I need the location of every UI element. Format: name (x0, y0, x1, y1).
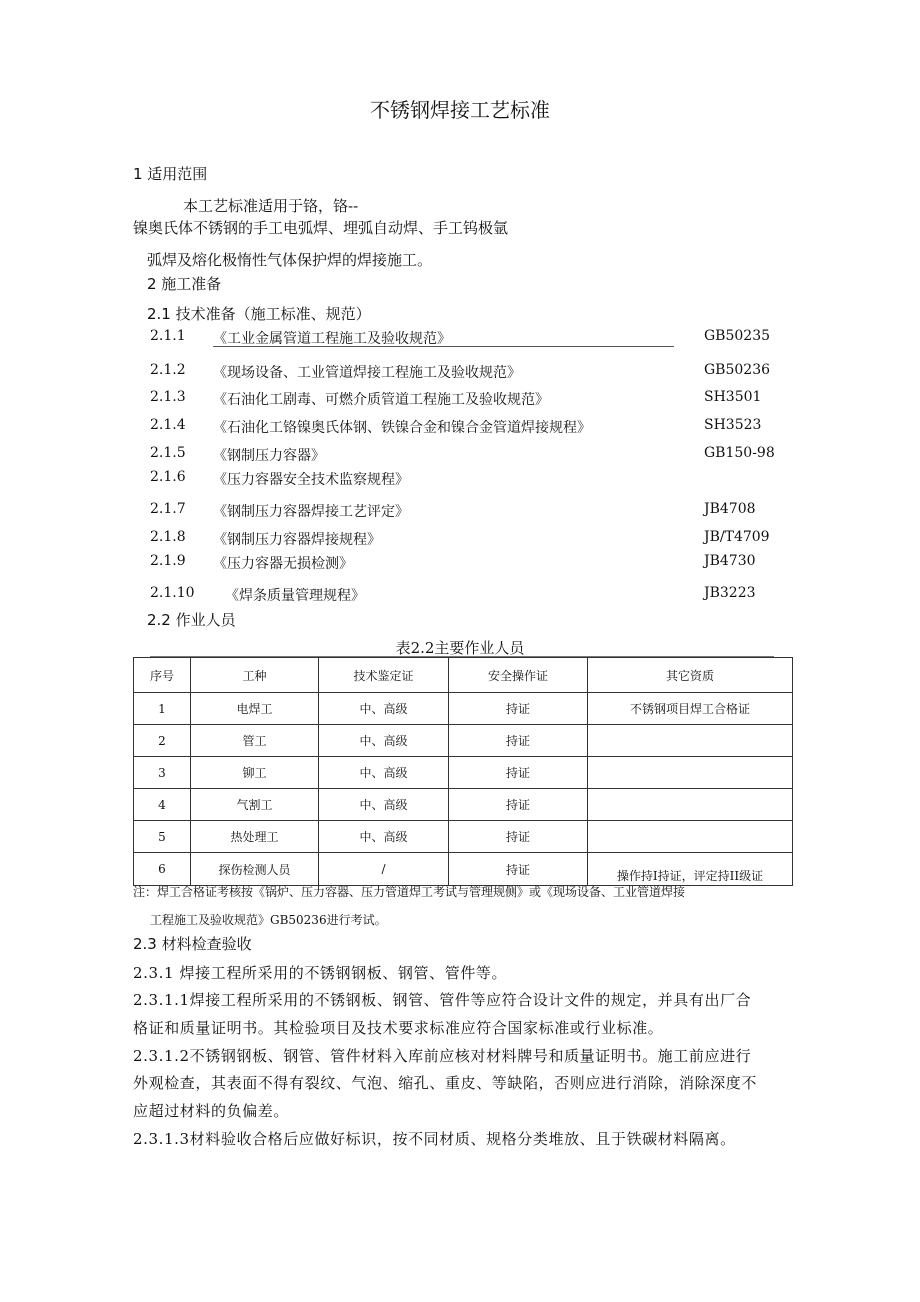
staff-table (133, 657, 793, 886)
table-note-line-1: 注：焊工合格证考核按《锅炉、压力容器、压力管道焊工考试与管理规侧》或《现场设备、工业管道焊接 (133, 885, 686, 899)
standard-name: 《石油化工铬镍奥氏体钢、铁镍合金和镍合金管道焊接规程》 (213, 420, 591, 436)
standard-name: 《压力容器安全技术监察规程》 (213, 472, 409, 488)
section-2-1-heading: 2.1 技术准备（施工标准、规范） (147, 305, 371, 323)
section-2-heading: 2 施工准备 (147, 275, 222, 293)
table-row (134, 757, 793, 789)
standard-code: GB50236 (704, 362, 771, 378)
table-cell: 中、高级 (319, 757, 449, 789)
table-cell (588, 789, 793, 821)
document-title: 不锈钢焊接工艺标准 (370, 98, 550, 122)
standard-num: 2.1.4 (150, 417, 186, 433)
standard-name: 《工业金属管道工程施工及验收规范》 (213, 331, 451, 347)
standard-num: 2.1.8 (150, 529, 186, 545)
paragraph-2-3-1-2-line-1: 2.3.1.2不锈钢钢板、钢管、管件材料入库前应核对材料牌号和质量证明书。施工前应进行 (133, 1047, 752, 1065)
table-cell: 持证 (449, 853, 588, 886)
table-cell: 持证 (449, 725, 588, 757)
paragraph-2-3-1-1-line-2: 格证和质量证明书。其检验项目及技术要求标准应符合国家标准或行业标准。 (133, 1019, 664, 1037)
table-cell: 铆工 (191, 757, 319, 789)
table-cell: 持证 (449, 789, 588, 821)
table-cell: 管工 (191, 725, 319, 757)
standard-code: GB150-98 (704, 445, 775, 461)
table-cell: 中、高级 (319, 725, 449, 757)
standard-code: JB/T4709 (704, 529, 770, 545)
column-header: 安全操作证 (449, 658, 588, 693)
standard-num: 2.1.5 (150, 445, 186, 461)
section-1-line-3: 弧焊及熔化极惰性气体保护焊的焊接施工。 (147, 251, 433, 269)
underline-rule (213, 346, 674, 347)
column-header: 序号 (134, 658, 191, 693)
table-cell: 2 (134, 725, 191, 757)
table-cell (588, 821, 793, 853)
table-cell (588, 757, 793, 789)
standard-name: 《钢制压力容器》 (213, 448, 325, 464)
section-1-line-1: 本工艺标准适用于铬，铬-- (183, 197, 359, 215)
table-cell: 持证 (449, 693, 588, 725)
standard-name: 《现场设备、工业管道焊接工程施工及验收规范》 (213, 365, 521, 381)
standard-code: SH3501 (704, 389, 762, 405)
standard-name: 《石油化工剧毒、可燃介质管道工程施工及验收规范》 (213, 392, 549, 408)
standard-num: 2.1.6 (150, 469, 186, 485)
standard-num: 2.1.10 (150, 585, 195, 601)
table-note-line-2: 工程施工及验收规范》GB50236进行考试。 (150, 913, 387, 927)
paragraph-2-3-1-3: 2.3.1.3材料验收合格后应做好标识，按不同材质、规格分类堆放、且于铁碳材料隔离。 (133, 1130, 736, 1148)
table-cell: 探伤检测人员 (191, 853, 319, 886)
table-cell: 中、高级 (319, 693, 449, 725)
table-cell: 气割工 (191, 789, 319, 821)
table-cell: 中、高级 (319, 821, 449, 853)
standard-num: 2.1.3 (150, 389, 186, 405)
paragraph-2-3-1-2-line-3: 应超过材料的负偏差。 (133, 1102, 290, 1120)
table-cell: 持证 (449, 821, 588, 853)
section-2-3-heading: 2.3 材料检查验收 (133, 935, 252, 953)
table-cell: 5 (134, 821, 191, 853)
standard-num: 2.1.1 (150, 328, 186, 344)
table-cell: 中、高级 (319, 789, 449, 821)
standard-code: SH3523 (704, 417, 762, 433)
standard-name: 《钢制压力容器焊接规程》 (213, 532, 381, 548)
paragraph-2-3-1-1-line-1: 2.3.1.1焊接工程所采用的不锈钢板、钢管、管件等应符合设计文件的规定，并具有出厂合 (133, 991, 752, 1009)
table-cell: 6 (134, 853, 191, 886)
table-row (134, 821, 793, 853)
table-cell: 3 (134, 757, 191, 789)
section-1-line-2: 镍奥氏体不锈钢的手工电弧焊、埋弧自动焊、手工钨极氩 (133, 219, 509, 237)
paragraph-2-3-1: 2.3.1 焊接工程所采用的不锈钢钢板、钢管、管件等。 (133, 964, 508, 982)
paragraph-2-3-1-2-line-2: 外观检查，其表面不得有裂纹、气泡、缩孔、重皮、等缺陷，否则应进行消除，消除深度不 (133, 1074, 758, 1092)
standard-code: GB50235 (704, 328, 771, 344)
table-row (134, 789, 793, 821)
table-cell: 不锈钢项目焊工合格证 (588, 693, 793, 725)
table-cell: 操作持I持证，评定持II级证 (588, 853, 793, 886)
standard-name: 《压力容器无损检测》 (213, 556, 353, 572)
table-cell: / (319, 853, 449, 886)
column-header: 技术鉴定证 (319, 658, 449, 693)
standard-num: 2.1.7 (150, 501, 186, 517)
table-cell (588, 725, 793, 757)
table-cell: 热处理工 (191, 821, 319, 853)
standard-num: 2.1.9 (150, 553, 186, 569)
column-header: 其它资质 (588, 658, 793, 693)
section-1-heading: 1 适用范围 (133, 165, 208, 183)
table-cell: 电焊工 (191, 693, 319, 725)
table-header-row (134, 658, 793, 693)
table-row (134, 853, 793, 886)
table-cell: 1 (134, 693, 191, 725)
column-header: 工种 (191, 658, 319, 693)
standard-code: JB4730 (704, 553, 756, 569)
standard-name: 《钢制压力容器焊接工艺评定》 (213, 504, 409, 520)
table-row (134, 725, 793, 757)
standard-code: JB3223 (704, 585, 756, 601)
table-caption: 表2.2主要作业人员 (395, 639, 525, 657)
table-cell: 4 (134, 789, 191, 821)
standard-num: 2.1.2 (150, 362, 186, 378)
section-2-2-heading: 2.2 作业人员 (147, 611, 236, 629)
standard-code: JB4708 (704, 501, 756, 517)
table-cell: 持证 (449, 757, 588, 789)
standard-name: 《焊条质量管理规程》 (225, 588, 365, 604)
table-row (134, 693, 793, 725)
